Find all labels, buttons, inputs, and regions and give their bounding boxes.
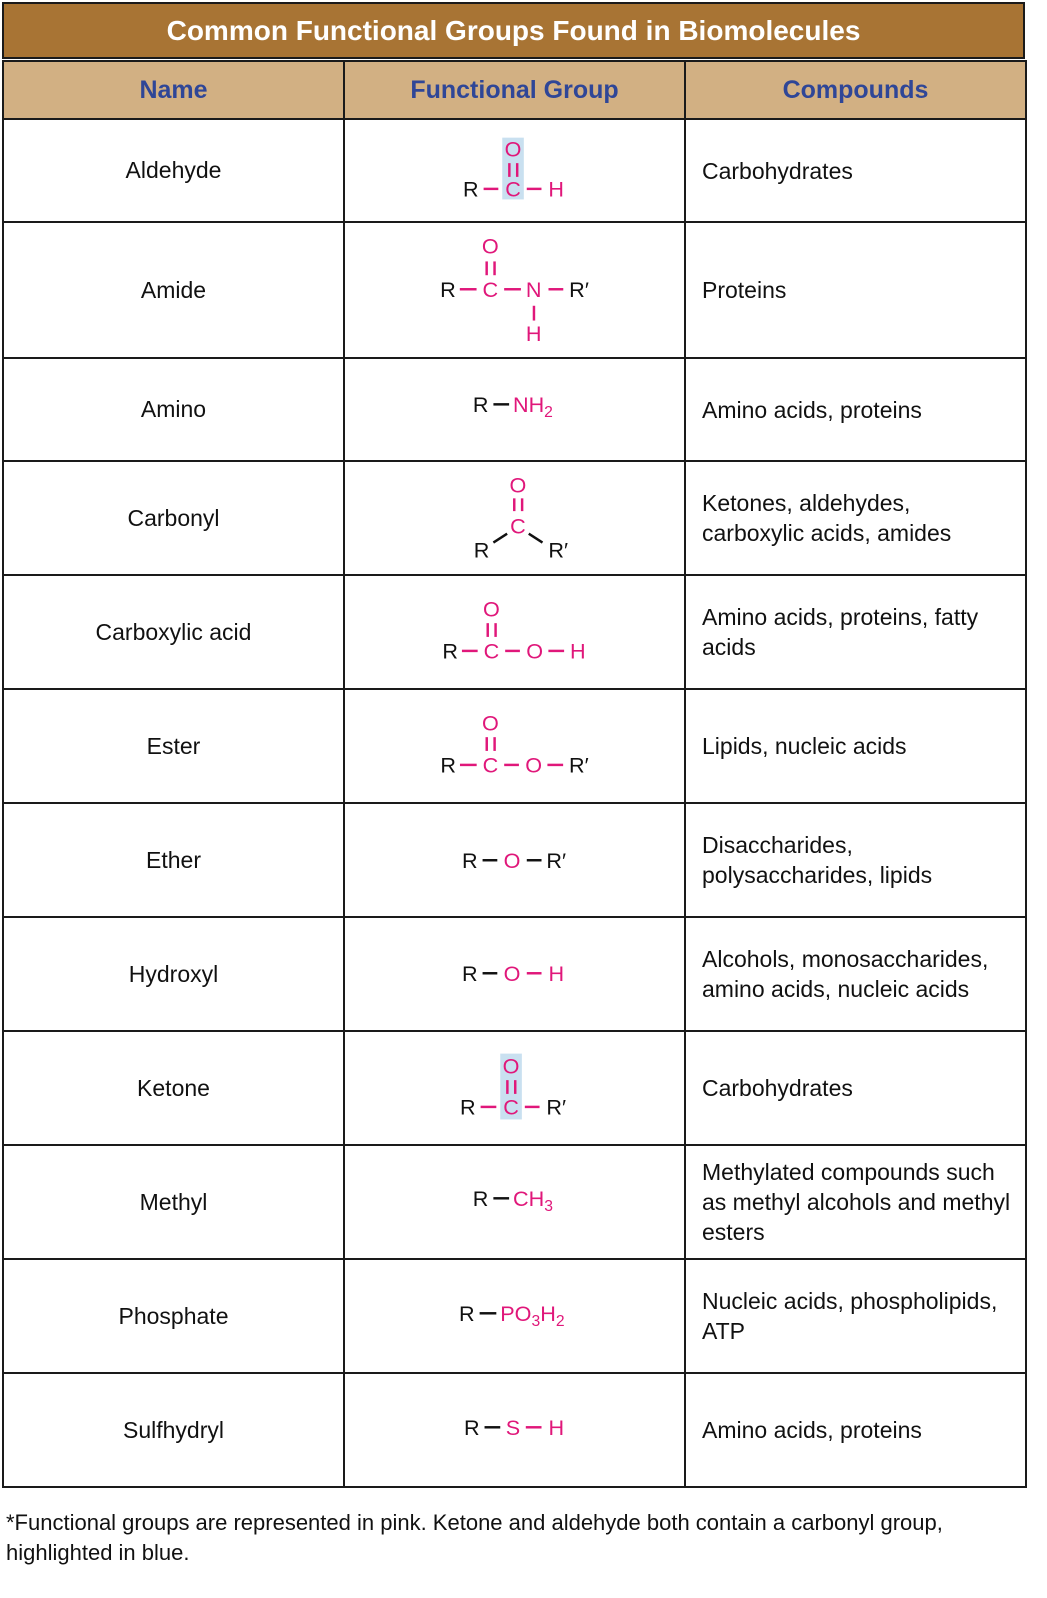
row-name: Ether [3, 803, 344, 917]
svg-text:O: O [526, 638, 544, 664]
table-title: Common Functional Groups Found in Biomolecules [2, 2, 1025, 59]
svg-text:R: R [472, 1185, 489, 1211]
svg-text:O: O [504, 136, 522, 162]
svg-text:O: O [503, 960, 521, 986]
svg-text:R′: R′ [569, 276, 589, 302]
row-name: Ester [3, 689, 344, 803]
row-compounds: Amino acids, proteins, fatty acids [685, 575, 1026, 689]
svg-text:R: R [440, 752, 456, 778]
header-functional-group: Functional Group [344, 61, 685, 119]
svg-text:R′: R′ [548, 537, 569, 563]
svg-text:CH3: $CH_3$ [513, 1185, 553, 1215]
structure-amino [344, 358, 685, 461]
row-compounds: Carbohydrates [685, 119, 1026, 222]
table-row [3, 461, 1026, 575]
table-row [3, 689, 1026, 803]
svg-text:R: R [463, 176, 479, 202]
svg-text:O: O [509, 472, 527, 498]
svg-text:C: C [482, 276, 499, 302]
svg-text:R: R [473, 537, 490, 563]
table-row [3, 1031, 1026, 1145]
svg-text:S: S [505, 1414, 521, 1440]
row-name: Sulfhydryl [3, 1373, 344, 1487]
row-name: Amide [3, 222, 344, 358]
structure-phosphate [344, 1259, 685, 1373]
row-compounds: Carbohydrates [685, 1031, 1026, 1145]
svg-text:H: H [570, 638, 586, 664]
table-row [3, 803, 1026, 917]
row-compounds: Proteins [685, 222, 1026, 358]
row-name: Aldehyde [3, 119, 344, 222]
row-compounds: Alcohols, monosaccharides, amino acids, nucleic acids [685, 917, 1026, 1031]
svg-text:H: H [525, 321, 542, 347]
table-row [3, 358, 1026, 461]
row-name: Carboxylic acid [3, 575, 344, 689]
structure-carboxylic-acid [344, 575, 685, 689]
svg-text:O: O [503, 847, 521, 873]
row-name: Ketone [3, 1031, 344, 1145]
table-row [3, 1145, 1026, 1259]
table-row [3, 119, 1026, 222]
svg-text:H: H [548, 176, 564, 202]
row-name: Methyl [3, 1145, 344, 1259]
structure-ester [344, 689, 685, 803]
functional-groups-table [2, 60, 1027, 1488]
table-row [3, 1373, 1026, 1487]
structure-hydroxyl [344, 917, 685, 1031]
svg-text:O: O [481, 233, 499, 259]
row-compounds: Disaccharides, polysaccharides, lipids [685, 803, 1026, 917]
svg-text:C: C [482, 752, 499, 778]
structure-amide [344, 222, 685, 358]
svg-text:C: C [510, 513, 526, 539]
svg-text:R′: R′ [569, 752, 589, 778]
svg-text:C: C [503, 1094, 519, 1120]
row-compounds: Lipids, nucleic acids [685, 689, 1026, 803]
table-row [3, 222, 1026, 358]
svg-text:R′: R′ [546, 847, 567, 873]
svg-text:O: O [502, 1053, 520, 1079]
row-compounds: Amino acids, proteins [685, 1373, 1026, 1487]
svg-text:O: O [525, 752, 543, 778]
svg-text:R: R [460, 1094, 476, 1120]
table-row [3, 1259, 1026, 1373]
svg-text:C: C [505, 176, 521, 202]
svg-text:H: H [548, 960, 565, 986]
svg-text:O: O [483, 596, 500, 622]
svg-text:O: O [482, 710, 499, 736]
row-name: Phosphate [3, 1259, 344, 1373]
svg-text:NH2: $NH_2$ [513, 391, 553, 421]
structure-ketone [344, 1031, 685, 1145]
row-compounds: Methylated compounds such as methyl alcohols and methyl esters [685, 1145, 1026, 1259]
row-name: Amino [3, 358, 344, 461]
svg-text:R: R [459, 1300, 475, 1326]
table-row [3, 917, 1026, 1031]
svg-text:R′: R′ [546, 1094, 567, 1120]
structure-ether [344, 803, 685, 917]
svg-text:R: R [472, 391, 489, 417]
svg-text:C: C [483, 638, 500, 664]
structure-aldehyde [344, 119, 685, 222]
svg-text:H: H [548, 1414, 565, 1440]
structure-carbonyl [344, 461, 685, 575]
row-compounds: Nucleic acids, phospholipids, ATP [685, 1259, 1026, 1373]
row-compounds: Amino acids, proteins [685, 358, 1026, 461]
row-compounds: Ketones, aldehydes, carboxylic acids, amides [685, 461, 1026, 575]
svg-text:R: R [442, 638, 458, 664]
svg-text:R: R [461, 847, 478, 873]
structure-methyl [344, 1145, 685, 1259]
header-name: Name [3, 61, 344, 119]
table-row [3, 575, 1026, 689]
structure-sulfhydryl [344, 1373, 685, 1487]
header-row [3, 61, 1026, 119]
svg-text:N: N [525, 276, 542, 302]
svg-text:R: R [461, 960, 478, 986]
svg-text:R: R [440, 276, 456, 302]
header-compounds: Compounds [685, 61, 1026, 119]
row-name: Hydroxyl [3, 917, 344, 1031]
footnote: *Functional groups are represented in pink. Ketone and aldehyde both contain a carbonyl group, highlighted in blue. [6, 1510, 943, 1565]
svg-text:R: R [463, 1414, 480, 1440]
row-name: Carbonyl [3, 461, 344, 575]
svg-text:PO3H2: $PO_3H_2$ [500, 1300, 565, 1330]
